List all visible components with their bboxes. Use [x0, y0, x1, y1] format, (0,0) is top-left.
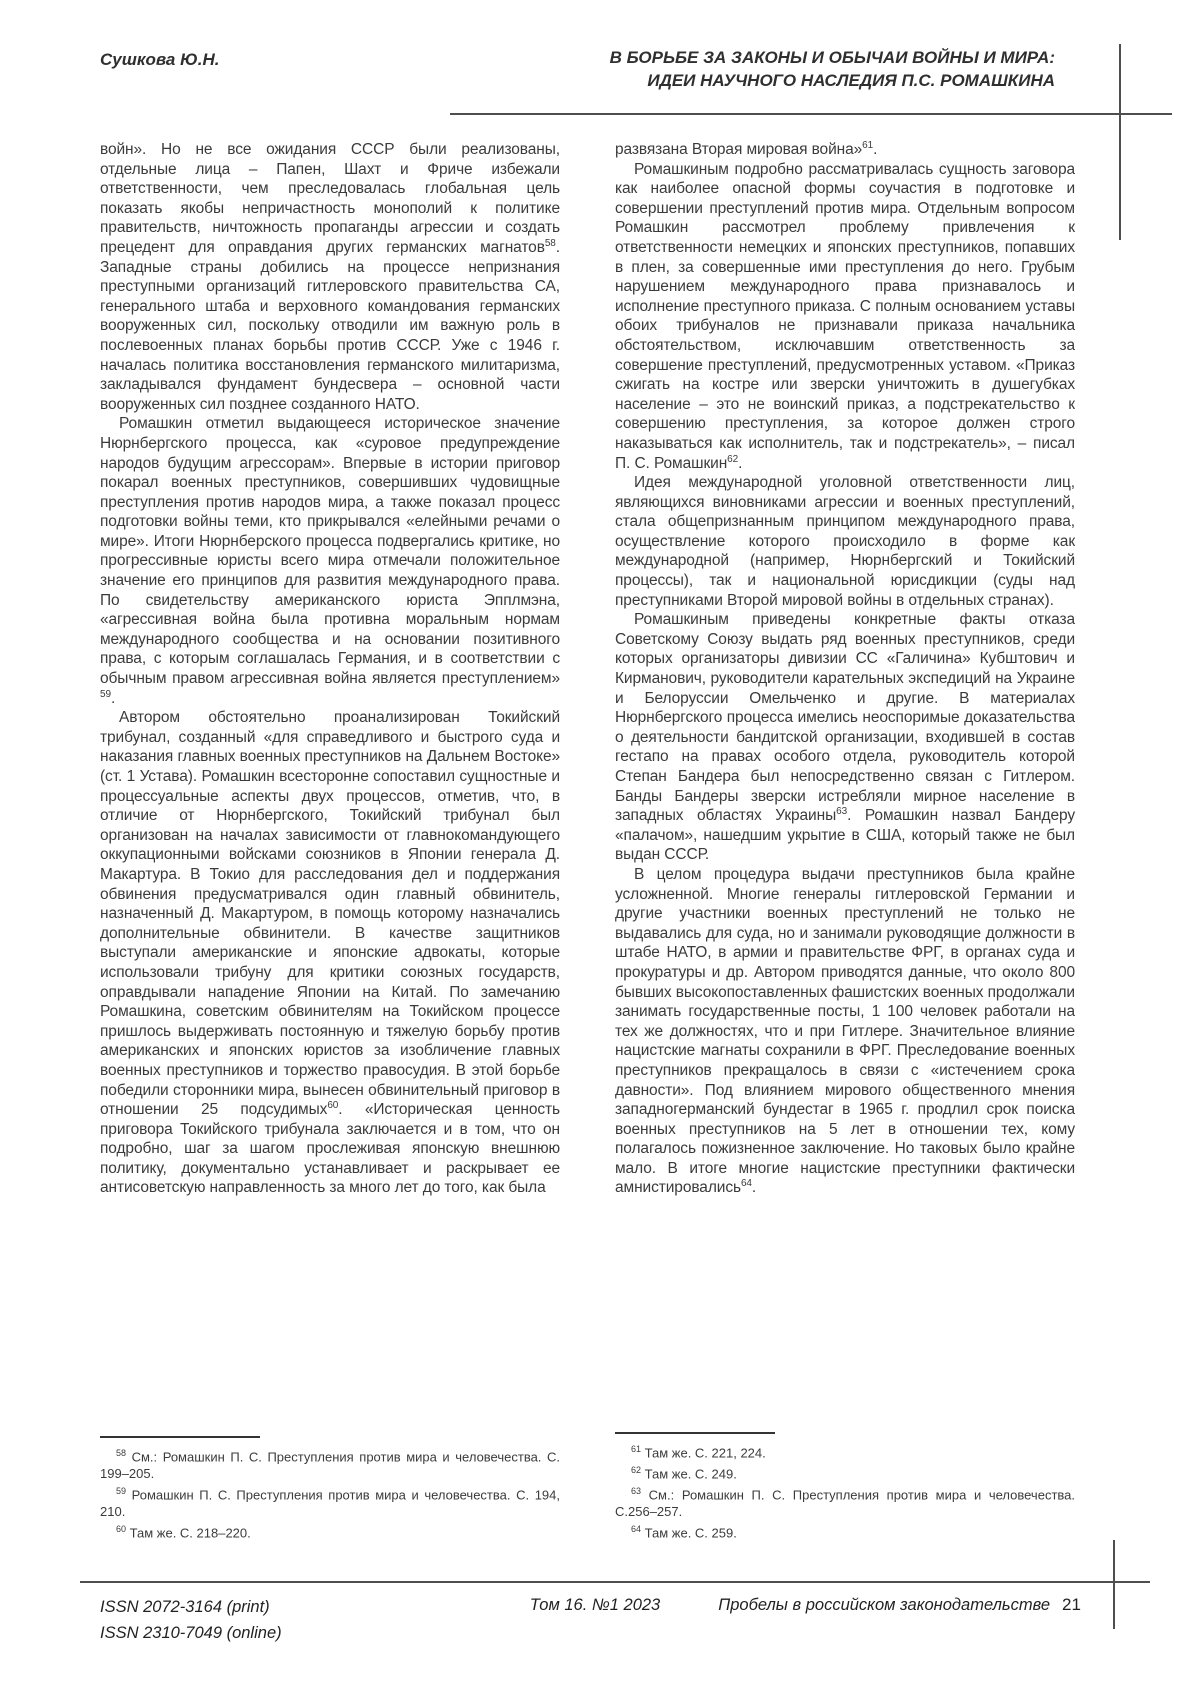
- footnote-number: 61: [631, 1443, 642, 1454]
- footnote-ref: 62: [727, 453, 739, 465]
- page-number: 21: [1062, 1595, 1081, 1614]
- issn-online: ISSN 2310-7049 (online): [100, 1624, 282, 1642]
- issn-print: ISSN 2072-3164 (print): [100, 1598, 270, 1616]
- footnote-number: 58: [116, 1448, 127, 1459]
- paragraph: войн». Но не все ожидания СССР были реализованы, отдельные лица – Папен, Шахт и Фриче избежали ответственности, чем преследовалась глобальная цель показать якобы непричастность монополий к политике правительств, ничтожность пропаганды агрессии и создать прецедент для оправдания других германских магнатов$^{58}$. Западные страны добились на процессе непризнания преступными организаций гитлеровского правительства СА, генерального штаба и верховного командования германских вооруженных сил, поскольку отводили им важную роль в послевоенных планах борьбы против СССР. Уже с 1946 г. началась политика восстановления германского милитаризма, закладывался фундамент бундесвера – основной части вооруженных сил позднее созданного НАТО.: [100, 141, 560, 413]
- volume-info: Том 16. №1 2023: [529, 1596, 661, 1614]
- article-title: [415, 46, 1055, 92]
- header-rule: [450, 113, 1172, 115]
- top-vertical-rule: [1119, 44, 1121, 240]
- paragraph: Ромашкиным приведены конкретные факты отказа Советскому Союзу выдать ряд военных преступников, среди которых организаторы дивизии СС «Галичина» Кубштович и Кирманович, руководители карательных экспедиций на Украине и Белоруссии Омельченко и другие. В материалах Нюрнбергского процесса имелись неоспоримые доказательства о деятельности бандитской организации, входившей в состав гестапо на правах особого отдела, руководитель которой Степан Бандера был непосредственно связан с Гитлером. Банды Бандеры зверски истребляли мирное население в западных областях Украины$^{63}$. Ромашкин назвал Бандеру «палачом», нашедшим укрытие в США, который также не был выдан СССР.: [615, 611, 1075, 864]
- footnote-number: 62: [631, 1464, 642, 1475]
- footnote-separator-rule: [100, 1436, 260, 1438]
- paragraph: В целом процедура выдачи преступников была крайне усложненной. Многие генералы гитлеровской Германии и другие участники военных преступлений не только не выдавались для суда, но и занимали руководящие должности в штабе НАТО, в армии и правительстве ФРГ, в органах суда и прокуратуры и др. Автором приводятся данные, что около 800 бывших высокопоставленных фашистских военных продолжали занимать государственные посты, 1 100 человек работали на тех же должностях, что и при Гитлере. Значительное влияние нацистские магнаты сохранили в ФРГ. Преследование военных преступников прекращалось в связи с «истечением срока давности». Под влиянием мирового общественного мнения западногерманский бундестаг в 1965 г. продлил срок поиска военных преступников на 5 лет в отношении тех, кому полагалось пожизненное заключение. Но таковых было крайне мало. В итоге многие нацистские преступники фактически амнистировались$^{64}$.: [615, 865, 1075, 1197]
- footnote-ref: 61: [862, 140, 874, 151]
- footnote-item: $^{62}$ Там же. С. 249.: [631, 1464, 737, 1482]
- footer-rule: [80, 1581, 1150, 1583]
- left-footnotes: [100, 1432, 560, 1542]
- article-title-line1: В БОРЬБЕ ЗА ЗАКОНЫ И ОБЫЧАИ ВОЙНЫ И МИРА:: [609, 48, 1055, 67]
- footnote-item: $^{59}$ Ромашкин П. С. Преступления против мира и человечества. С. 194, 210.: [100, 1485, 560, 1520]
- left-column: [100, 140, 560, 1542]
- journal-name: Пробелы в российском законодательстве: [718, 1596, 1050, 1614]
- article-title-line2: ИДЕИ НАУЧНОГО НАСЛЕДИЯ П.С. РОМАШКИНА: [647, 71, 1055, 90]
- footnote-item: $^{63}$ См.: Ромашкин П. С. Преступления против мира и человечества. С.256–257.: [615, 1485, 1075, 1520]
- right-footnotes: [615, 1428, 1075, 1542]
- author-name: Сушкова Ю.Н.: [100, 50, 220, 69]
- footnote-ref: 63: [836, 806, 848, 818]
- paragraph: Ромашкин отметил выдающееся историческое значение Нюрнбергского процесса, как «суровое предупреждение народов будущим агрессорам». Впервые в истории приговор покарал военных преступников, совершивших чудовищные преступления против народов мира, а также показал процесс подготовки войны теми, кто прикрывался «елейными речами о мире». Итоги Нюрнберского процесса подвергались критике, но прогрессивные юристы всего мира отмечали положительное значение его принципов для развития международного права. По свидетельству американского юриста Эпплмэна, «агрессивная война была противна моральным нормам международного сообщества и на основании позитивного права, с которым соглашалась Германия, и в соответствии с обычным правом агрессивная война является преступлением» $^{59}$.: [100, 415, 560, 707]
- footnote-item: $^{64}$ Там же. С. 259.: [631, 1523, 737, 1541]
- footnote-number: 64: [631, 1523, 642, 1534]
- article-body: [100, 140, 1075, 1542]
- issn-block: [100, 1594, 282, 1646]
- left-column-paragraphs: [100, 140, 560, 1198]
- footnote-separator-rule: [615, 1432, 775, 1434]
- footnote-number: 63: [631, 1485, 642, 1496]
- footnote-number: 59: [116, 1485, 127, 1496]
- footnote-ref: 59: [100, 688, 111, 700]
- footnote-ref: 58: [544, 237, 556, 249]
- paragraph: Ромашкиным подробно рассматривалась сущность заговора как наиболее опасной формы соучастия в подготовке и совершении преступлений против мира. Отдельным вопросом Ромашкин рассмотрел проблему привлечения к ответственности немецких и японских преступников, попавших в плен, за совершенные ими преступления до него. Грубым нарушением международного права признавалось и исполнение преступного приказа. С полным основанием уставы обоих трибуналов не признавали приказа начальника обстоятельством, исключавшим ответственность за совершение преступлений, предусмотренных уставом. «Приказ сжигать на костре или зверски уничтожить в душегубках население – это не воинский приказ, а подстрекательство к совершению преступления, за которое должен строго наказываться как исполнитель, так и подстрекатель», – писал П. С. Ромашкин$^{62}$.: [615, 160, 1075, 472]
- paragraph: развязана Вторая мировая война»$^{61}$.: [615, 140, 878, 158]
- footer-vertical-rule: [1113, 1540, 1115, 1629]
- footnote-number: 60: [116, 1523, 127, 1534]
- footnote-item: $^{61}$ Там же. С. 221, 224.: [631, 1443, 766, 1461]
- footnote-ref: 60: [327, 1099, 339, 1111]
- footnote-ref: 64: [740, 1178, 752, 1190]
- right-column-paragraphs: [615, 140, 1075, 1198]
- right-footnote-list: [615, 1441, 1075, 1542]
- right-column: [615, 140, 1075, 1542]
- left-footnote-list: [100, 1445, 560, 1542]
- footnote-item: $^{60}$ Там же. С. 218–220.: [116, 1523, 251, 1541]
- footnote-item: $^{58}$ См.: Ромашкин П. С. Преступления против мира и человечества. С. 199–205.: [100, 1448, 560, 1482]
- paragraph: Автором обстоятельно проанализирован Токийский трибунал, созданный «для справедливого и быстрого суда и наказания главных военных преступников на Дальнем Востоке» (ст. 1 Устава). Ромашкин всесторонне сопоставил сущностные и процессуальные аспекты двух процессов, отметив, что, в отличие от Нюрнбергского, Токийский трибунал был организован на началах зависимости от главнокомандующего оккупационными войсками союзников в Японии генерала Д. Макартура. В Токио для расследования дел и поддержания обвинения предусматривался один главный обвинитель, назначенный Д. Макартуром, в помощь которому назначались дополнительные обвинители. В качестве защитников выступали американские и японские адвокаты, которые использовали трибуну для критики союзных государств, оправдывали нападение Японии на Китай. По замечанию Ромашкина, советским обвинителям на Токийском процессе пришлось выдерживать постоянную и тяжелую борьбу против американских и японских юристов за изобличение главных военных преступников и торжество правосудия. В этой борьбе победили сторонники мира, вынесен обвинительный приговор в отношении 25 подсудимых$^{60}$. «Историческая ценность приговора Токийского трибунала заключается и в том, что он подробно, шаг за шагом прослеживая японскую внешнюю политику, документально устанавливает и раскрывает ее антисоветскую направленность за много лет до того, как была: [100, 709, 560, 1197]
- paragraph: Идея международной уголовной ответственности лиц, являющихся виновниками агрессии и военных преступлений, стала общепризнанным принципом международного права, осуществление которого происходило в форме как международной (например, Нюрнбергский и Токийский процессы), так и национальной юрисдикции (суды над преступниками Второй мировой войны в отдельных странах).: [615, 474, 1075, 609]
